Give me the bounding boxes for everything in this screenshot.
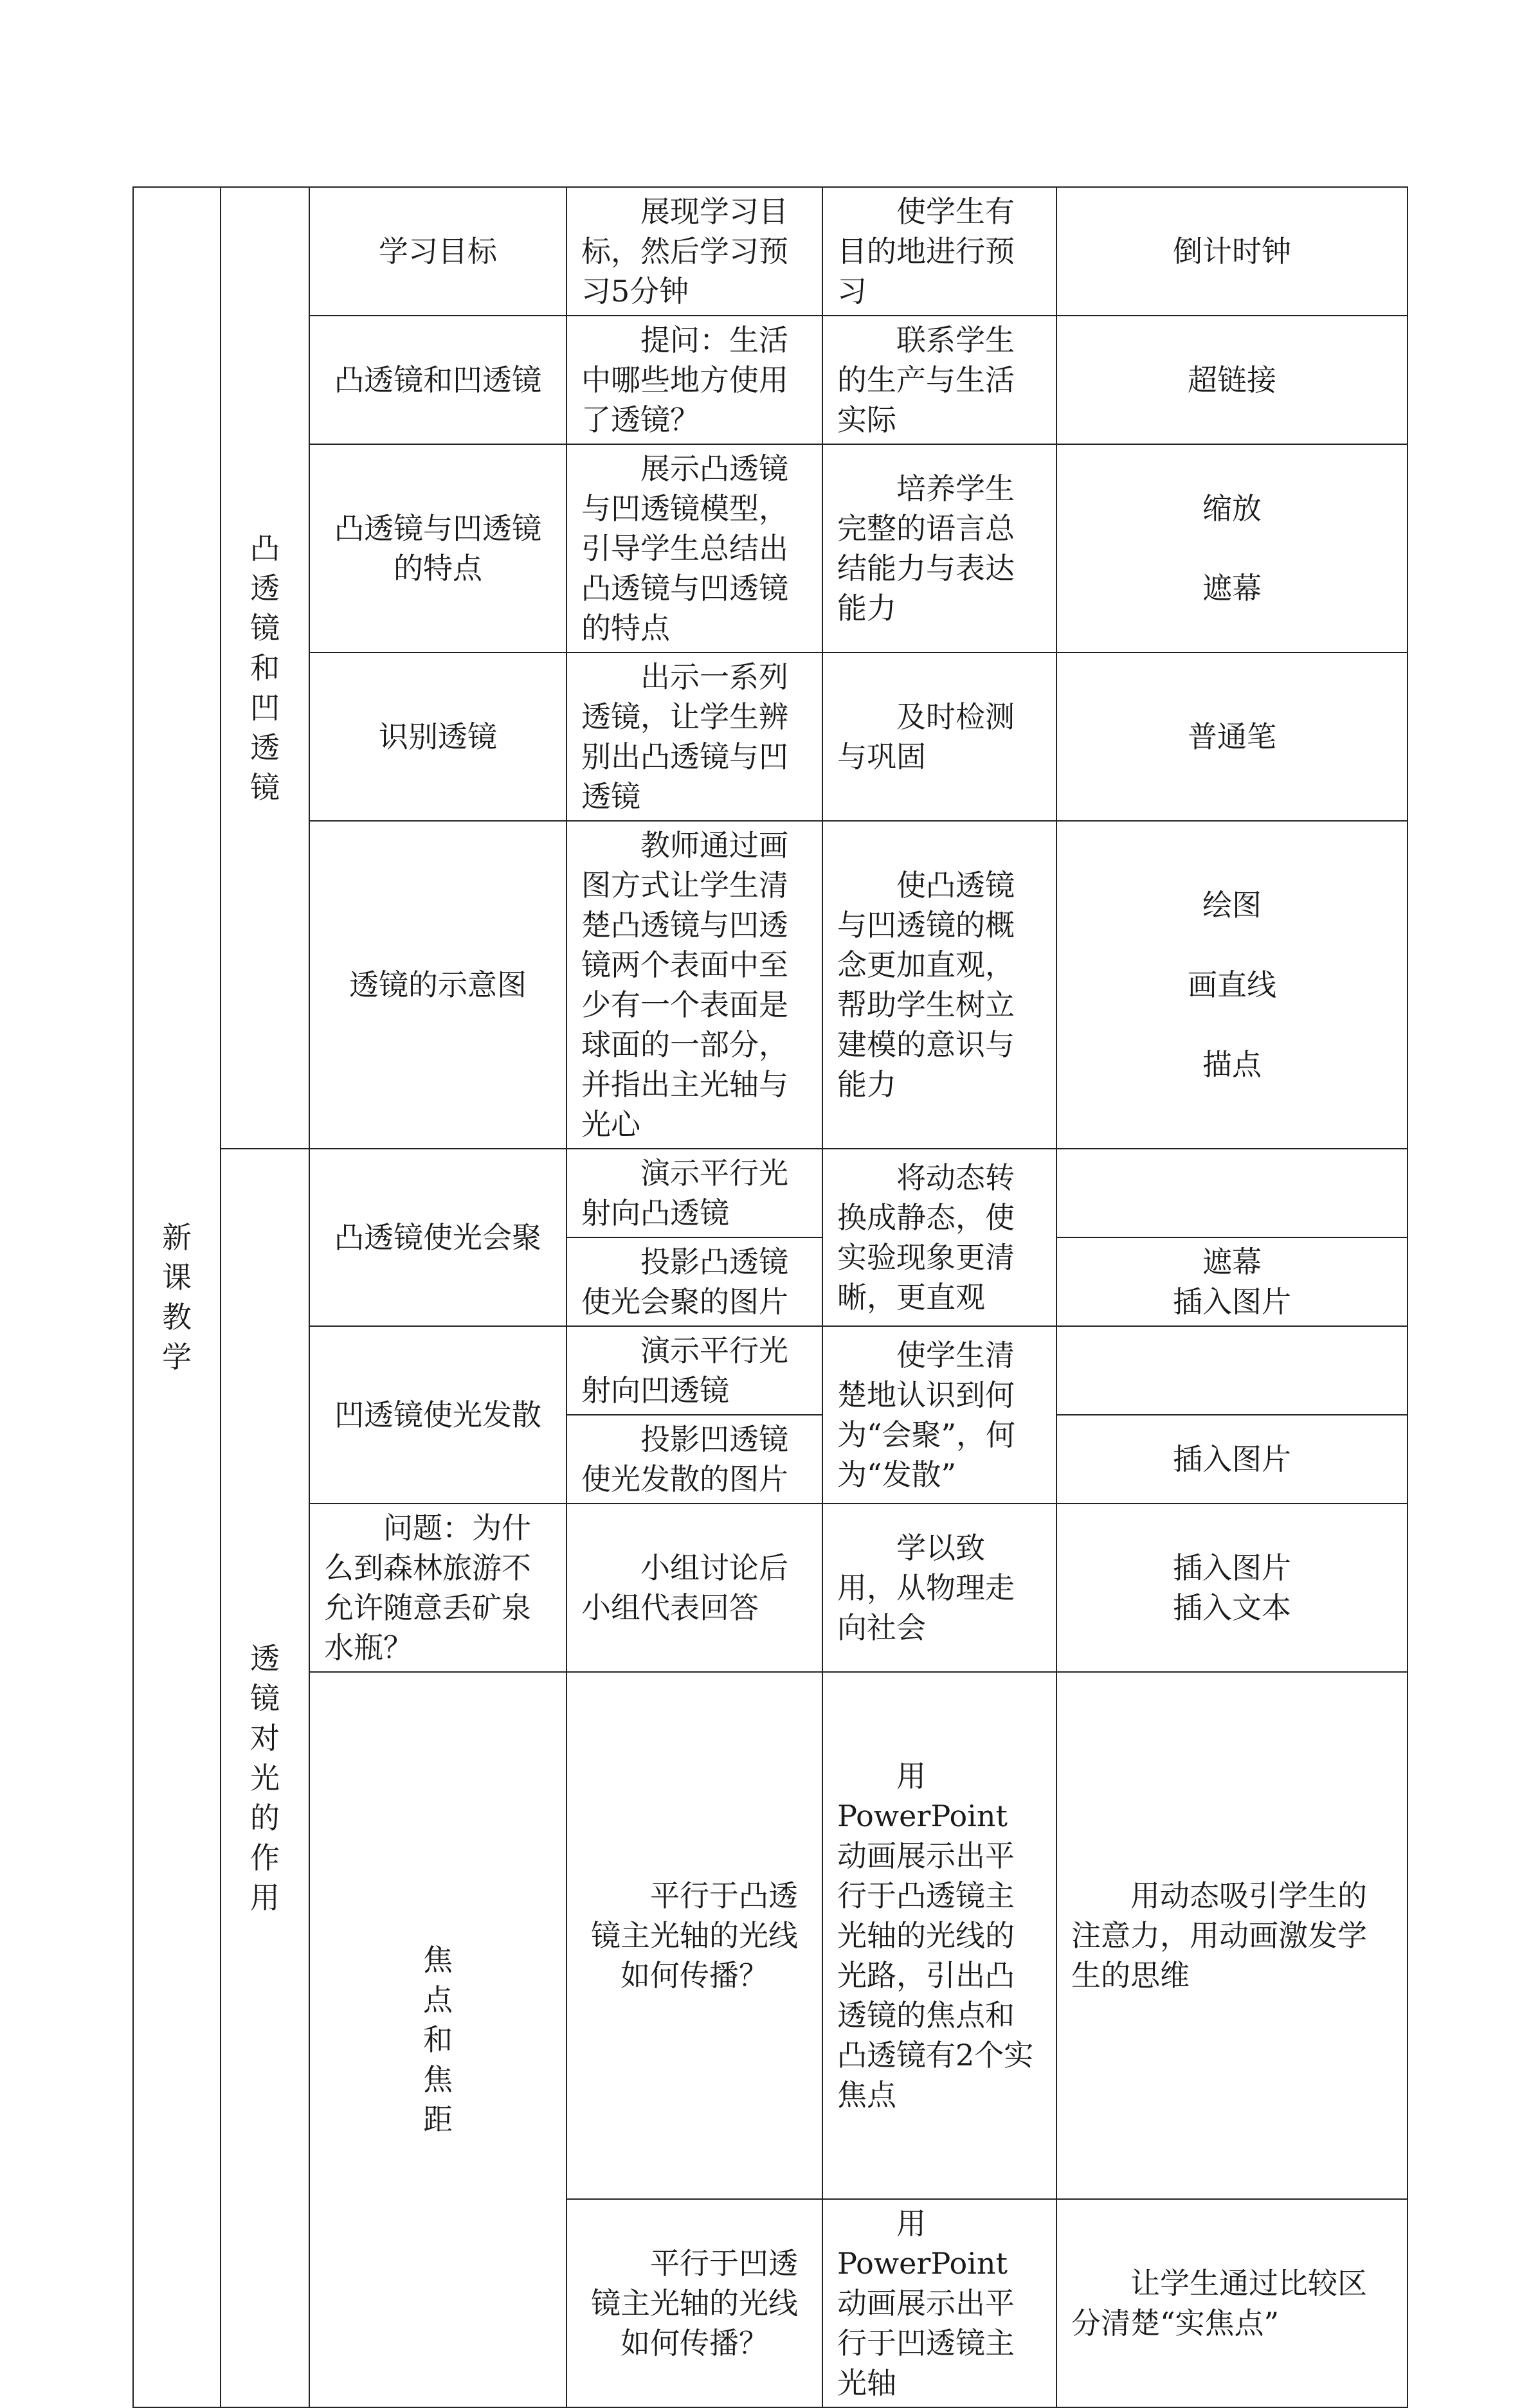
purpose-cell: 及时检测与巩固 xyxy=(822,652,1056,821)
table-row xyxy=(133,316,1408,444)
table-row xyxy=(133,444,1408,652)
purpose-cell: 让学生通过比较区分清楚“实焦点” xyxy=(1056,2199,1408,2407)
topic-cell: 凸透镜和凹透镜 xyxy=(309,316,566,444)
topic-cell: 平行于凹透镜主光轴的光线如何传播？ xyxy=(566,2199,822,2407)
activity-cell: 提问：生活中哪些地方使用了透镜？ xyxy=(566,316,822,444)
tool-item: 倒计时钟 xyxy=(1173,234,1291,269)
tools-cell xyxy=(1056,652,1408,821)
table-row xyxy=(133,652,1408,821)
activity-cell: 出示一系列透镜，让学生辨别出凸透镜与凹透镜 xyxy=(566,652,822,821)
tools-cell xyxy=(1056,1326,1408,1415)
activity-cell: 展示凸透镜与凹透镜模型，引导学生总结出凸透镜与凹透镜的特点 xyxy=(566,444,822,652)
section-3-label: 焦点和焦距 xyxy=(423,1943,453,2137)
purpose-cell: 使学生清楚地认识到何为“会聚”，何为“发散” xyxy=(822,1326,1056,1504)
topic-cell: 透镜的示意图 xyxy=(309,821,566,1149)
tools-cell xyxy=(1056,1149,1408,1237)
tools-cell xyxy=(1056,444,1408,652)
tool-item: 插入图片 xyxy=(1173,1284,1291,1319)
topic-cell: 凹透镜使光发散 xyxy=(309,1326,566,1504)
purpose-cell: 联系学生的生产与生活实际 xyxy=(822,316,1056,444)
section-1-label: 凸透镜和凹透镜 xyxy=(250,531,280,805)
table-row xyxy=(133,1326,1408,1415)
tool-item: 插入图片 xyxy=(1173,1550,1291,1585)
topic-cell: 凸透镜使光会聚 xyxy=(309,1149,566,1326)
table-row xyxy=(133,1504,1408,1672)
activity-cell: 用 PowerPoint 动画展示出平行于凸透镜主光轴的光线的光路，引出凸透镜的焦点和凸透镜有2个实焦点 xyxy=(822,1672,1056,2199)
activity-cell: 投影凸透镜使光会聚的图片 xyxy=(566,1237,822,1326)
activity-cell: 演示平行光射向凸透镜 xyxy=(566,1149,822,1237)
topic-cell: 学习目标 xyxy=(309,187,566,316)
section-3-cell xyxy=(309,1672,566,2407)
tools-cell xyxy=(1056,187,1408,316)
tools-cell xyxy=(1056,1415,1408,1504)
table-row xyxy=(133,1672,1408,2199)
table-row xyxy=(133,821,1408,1149)
section-2-cell xyxy=(221,1149,309,2407)
tool-item: 画直线 xyxy=(1188,967,1276,1002)
tool-item: 绘图 xyxy=(1202,888,1262,922)
tool-item: 描点 xyxy=(1202,1047,1262,1082)
section-2-label: 透镜对光的作用 xyxy=(250,1641,280,1915)
purpose-cell: 将动态转换成静态，使实验现象更清晰，更直观 xyxy=(822,1149,1056,1326)
lesson-plan-table xyxy=(132,186,1408,2408)
topic-cell: 识别透镜 xyxy=(309,652,566,821)
tool-item: 普通笔 xyxy=(1188,719,1276,754)
purpose-cell: 培养学生完整的语言总结能力与表达能力 xyxy=(822,444,1056,652)
topic-cell: 凸透镜与凹透镜的特点 xyxy=(309,444,566,652)
purpose-cell: 使学生有目的地进行预习 xyxy=(822,187,1056,316)
section-1-cell xyxy=(221,187,309,1149)
tool-item: 插入文本 xyxy=(1173,1590,1291,1625)
table-row xyxy=(133,187,1408,316)
tool-item: 超链接 xyxy=(1188,363,1276,397)
table-row xyxy=(133,1149,1408,1237)
tool-item: 遮幕 xyxy=(1202,571,1262,606)
tools-cell xyxy=(1056,1237,1408,1326)
activity-cell: 展现学习目标，然后学习预习5分钟 xyxy=(566,187,822,316)
purpose-cell: 学以致用，从物理走向社会 xyxy=(822,1504,1056,1672)
tool-item: 缩放 xyxy=(1202,491,1262,526)
activity-cell: 教师通过画图方式让学生清楚凸透镜与凹透镜两个表面中至少有一个表面是球面的一部分，并指出主光轴与光心 xyxy=(566,821,822,1149)
tools-cell xyxy=(1056,1504,1408,1672)
activity-cell: 用 PowerPoint 动画展示出平行于凹透镜主光轴 xyxy=(822,2199,1056,2407)
activity-cell: 演示平行光射向凹透镜 xyxy=(566,1326,822,1415)
purpose-cell: 使凸透镜与凹透镜的概念更加直观，帮助学生树立建模的意识与能力 xyxy=(822,821,1056,1149)
section-main-label: 新课教学 xyxy=(162,1220,192,1374)
activity-cell: 投影凹透镜使光发散的图片 xyxy=(566,1415,822,1504)
tools-cell xyxy=(1056,821,1408,1149)
tool-item: 遮幕 xyxy=(1202,1244,1262,1279)
tools-cell xyxy=(1056,316,1408,444)
topic-cell: 问题：为什么到森林旅游不允许随意丢矿泉水瓶？ xyxy=(309,1504,566,1672)
section-main-cell xyxy=(133,187,221,2407)
purpose-cell: 用动态吸引学生的注意力，用动画激发学生的思维 xyxy=(1056,1672,1408,2199)
tool-item: 插入图片 xyxy=(1173,1442,1291,1477)
topic-cell: 平行于凸透镜主光轴的光线如何传播？ xyxy=(566,1672,822,2199)
activity-cell: 小组讨论后小组代表回答 xyxy=(566,1504,822,1672)
